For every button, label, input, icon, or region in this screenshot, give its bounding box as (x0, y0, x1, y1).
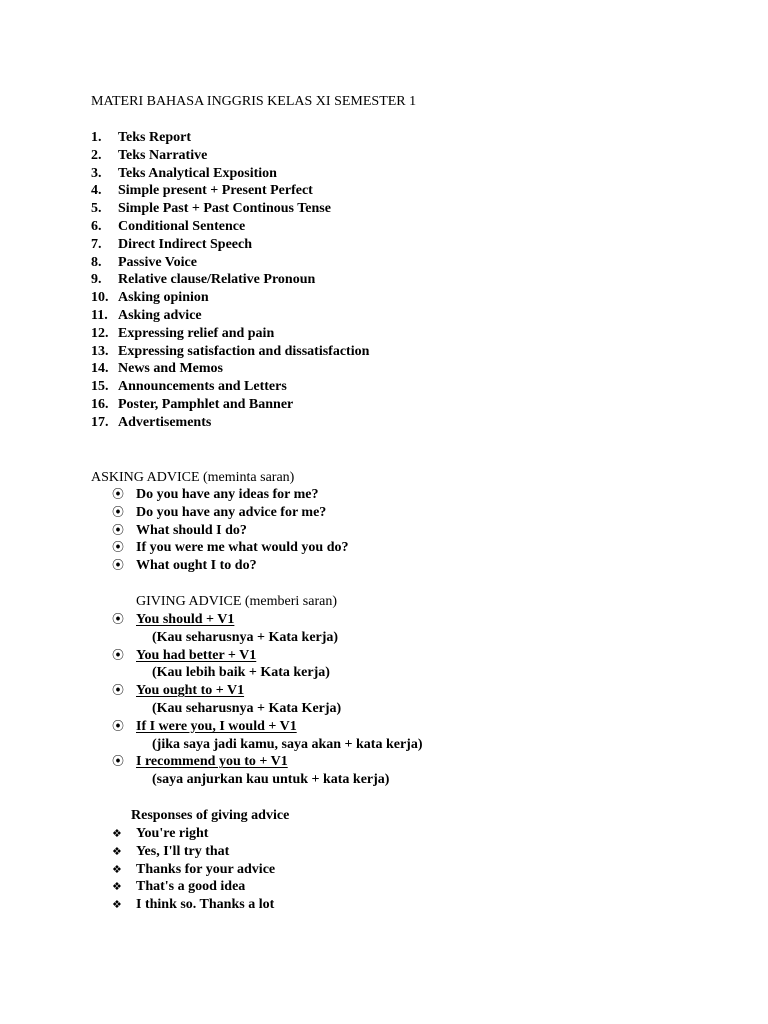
list-item (91, 414, 369, 432)
item-number: 2. (91, 147, 102, 163)
item-text: Announcements and Letters (118, 379, 287, 395)
topic-list (91, 129, 369, 432)
four-diamond-bullet-icon: ❖ (112, 827, 122, 840)
item-text: Direct Indirect Speech (118, 236, 253, 252)
item-text: Yes, I'll try that (136, 843, 230, 859)
list-item (91, 378, 369, 396)
item-number: 10. (91, 290, 109, 306)
list-item (112, 486, 348, 504)
item-number: 5. (91, 201, 102, 217)
circled-dot-bullet-icon: ⦿ (112, 487, 125, 501)
item-number: 16. (91, 396, 109, 412)
circled-dot-bullet-icon: ⦿ (112, 754, 125, 769)
list-item (112, 682, 423, 718)
list-item (91, 218, 369, 236)
list-item (112, 896, 275, 914)
item-text: That's a good idea (136, 879, 246, 895)
item-text: Simple Past + Past Continous Tense (118, 201, 331, 217)
advice-translation: (Kau seharusnya + Kata kerja) (152, 629, 339, 645)
item-text: Do you have any advice for me? (136, 504, 327, 520)
item-text: Teks Narrative (118, 147, 208, 163)
item-text: Expressing relief and pain (118, 325, 275, 341)
four-diamond-bullet-icon: ❖ (112, 898, 122, 912)
list-item (91, 147, 369, 165)
document-title: MATERI BAHASA INGGRIS KELAS XI SEMESTER 1 (91, 94, 417, 109)
list-item (91, 360, 369, 378)
asking-advice-list (112, 486, 348, 575)
item-text: What should I do? (136, 522, 247, 538)
item-number: 13. (91, 343, 109, 359)
advice-phrase: You ought to + V1 (136, 683, 245, 699)
list-item (91, 271, 369, 289)
item-text: Advertisements (118, 414, 212, 430)
list-item (91, 182, 369, 200)
giving-advice-heading: GIVING ADVICE (memberi saran) (136, 594, 337, 609)
item-number: 12. (91, 325, 109, 341)
item-text: Teks Report (118, 130, 191, 145)
item-number: 15. (91, 379, 109, 395)
responses-heading: Responses of giving advice (131, 808, 290, 823)
list-item (112, 718, 423, 754)
list-item (112, 504, 348, 522)
circled-dot-bullet-icon: ⦿ (112, 647, 125, 662)
item-text: Relative clause/Relative Pronoun (118, 272, 316, 288)
circled-dot-bullet-icon: ⦿ (112, 540, 125, 555)
list-item (91, 325, 369, 343)
item-text: Asking opinion (118, 290, 209, 306)
list-item (91, 343, 369, 361)
advice-translation: (jika saya jadi kamu, saya akan + kata kerja) (152, 736, 423, 752)
list-item (112, 539, 348, 557)
item-text: Simple present + Present Perfect (118, 183, 313, 199)
item-text: Passive Voice (118, 254, 197, 270)
circled-dot-bullet-icon: ⦿ (112, 683, 125, 698)
advice-phrase: You should + V1 (136, 612, 235, 627)
list-item (91, 289, 369, 307)
list-item (91, 236, 369, 254)
advice-phrase: I recommend you to + V1 (136, 754, 288, 770)
item-text: Asking advice (118, 307, 202, 323)
list-item (91, 396, 369, 414)
item-number: 9. (91, 272, 102, 288)
item-number: 4. (91, 183, 102, 199)
list-item (91, 200, 369, 218)
item-text: Do you have any ideas for me? (136, 487, 319, 502)
item-text: If you were me what would you do? (136, 540, 349, 556)
item-text: I think so. Thanks a lot (136, 897, 275, 913)
advice-translation: (Kau seharusnya + Kata Kerja) (152, 700, 342, 716)
list-item (91, 129, 369, 147)
item-number: 17. (91, 414, 109, 430)
circled-dot-bullet-icon: ⦿ (112, 612, 125, 626)
item-number: 3. (91, 165, 102, 181)
four-diamond-bullet-icon: ❖ (112, 862, 122, 876)
list-item (112, 861, 275, 879)
advice-phrase: If I were you, I would + V1 (136, 718, 297, 734)
advice-translation: (Kau lebih baik + Kata kerja) (152, 665, 330, 681)
item-text: News and Memos (118, 361, 223, 377)
giving-advice-list (112, 611, 423, 789)
four-diamond-bullet-icon: ❖ (112, 844, 122, 858)
circled-dot-bullet-icon: ⦿ (112, 522, 125, 537)
item-text: You're right (136, 826, 209, 841)
list-item (112, 557, 348, 575)
four-diamond-bullet-icon: ❖ (112, 880, 122, 894)
circled-dot-bullet-icon: ⦿ (112, 718, 125, 733)
item-number: 8. (91, 254, 102, 270)
list-item (91, 254, 369, 272)
item-text: Teks Analytical Exposition (118, 165, 277, 181)
item-number: 6. (91, 218, 102, 234)
item-text: Poster, Pamphlet and Banner (118, 396, 294, 412)
list-item (112, 825, 275, 843)
circled-dot-bullet-icon: ⦿ (112, 558, 125, 573)
advice-translation: (saya anjurkan kau untuk + kata kerja) (152, 772, 390, 788)
list-item (91, 307, 369, 325)
item-number: 7. (91, 236, 102, 252)
item-text: What ought I to do? (136, 558, 257, 574)
responses-list (112, 825, 275, 914)
list-item (112, 878, 275, 896)
list-item (91, 165, 369, 183)
list-item (112, 647, 423, 683)
item-number: 11. (91, 307, 108, 323)
list-item (112, 611, 423, 647)
asking-advice-heading: ASKING ADVICE (meminta saran) (91, 470, 295, 485)
list-item (112, 753, 423, 789)
advice-phrase: You had better + V1 (136, 647, 257, 663)
item-text: Thanks for your advice (136, 861, 276, 877)
list-item (112, 522, 348, 540)
item-text: Conditional Sentence (118, 218, 246, 234)
list-item (112, 843, 275, 861)
item-number: 14. (91, 361, 109, 377)
circled-dot-bullet-icon: ⦿ (112, 504, 125, 519)
item-number: 1. (91, 130, 102, 145)
item-text: Expressing satisfaction and dissatisfaction (118, 343, 370, 359)
